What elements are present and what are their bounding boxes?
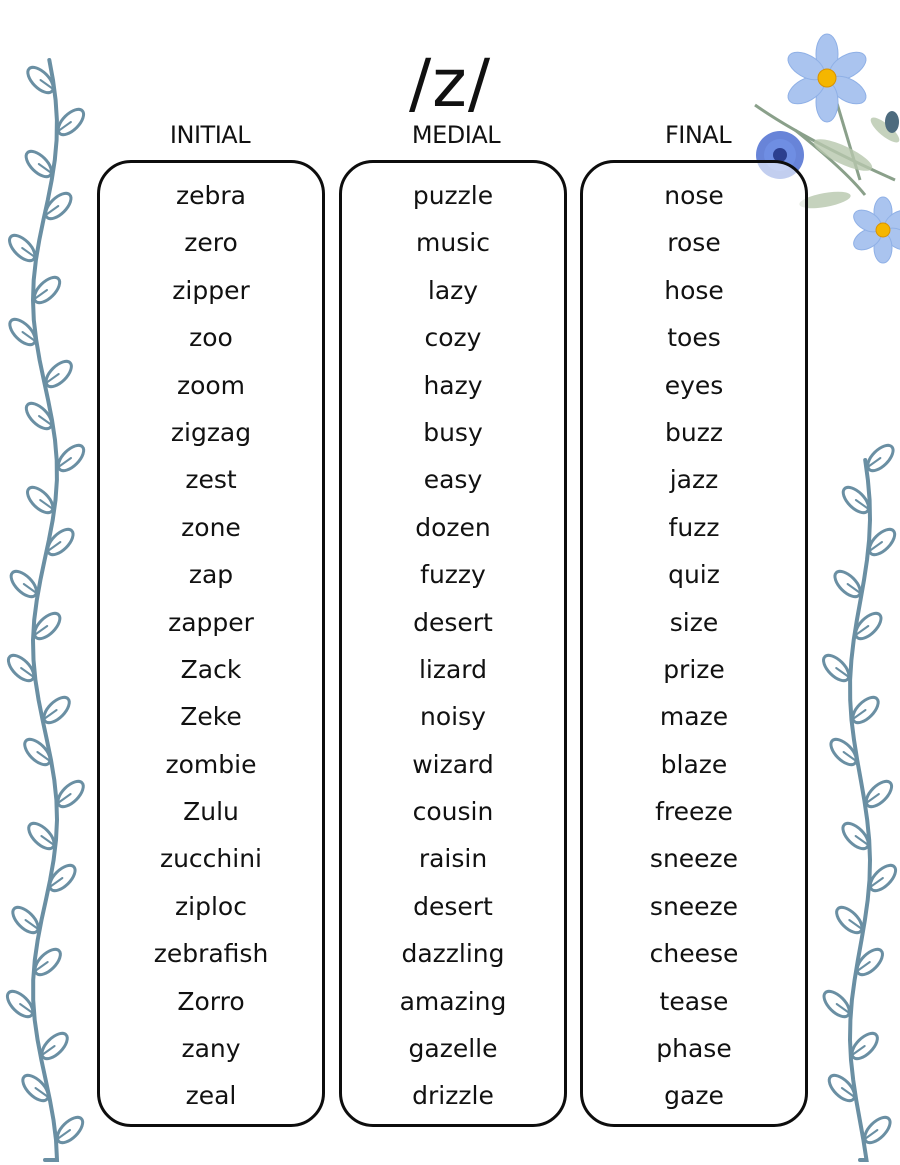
word-item: easy — [423, 465, 483, 495]
medial-word-list — [342, 175, 564, 1123]
word-item: zero — [184, 228, 238, 258]
word-item: puzzle — [412, 181, 494, 210]
word-item: gaze — [664, 1081, 724, 1111]
word-item: ziploc — [175, 891, 247, 921]
column-header-final: FINAL — [664, 121, 732, 149]
word-item: zoo — [189, 323, 233, 353]
word-item: zoom — [176, 370, 246, 400]
word-item: zany — [181, 1034, 241, 1064]
word-item: dazzling — [401, 939, 505, 969]
column-header-initial: INITIAL — [169, 121, 251, 149]
word-item: zipper — [172, 275, 250, 305]
initial-word-box — [97, 160, 325, 1127]
word-item: zeal — [185, 1081, 237, 1111]
word-item: lizard — [418, 654, 488, 684]
word-item: quiz — [668, 560, 720, 590]
word-item: noisy — [420, 702, 486, 732]
word-item: drizzle — [412, 1081, 494, 1111]
word-item: Zorro — [177, 986, 245, 1016]
word-item: zebra — [176, 181, 246, 210]
word-item: toes — [667, 323, 721, 353]
word-item: size — [669, 607, 719, 637]
word-item: buzz — [665, 417, 723, 447]
word-item: amazing — [399, 986, 507, 1016]
word-item: cousin — [412, 797, 494, 827]
word-item: prize — [663, 654, 725, 684]
word-item: sneeze — [649, 844, 739, 874]
word-item: desert — [413, 607, 493, 637]
word-item: zigzag — [170, 417, 252, 447]
word-item: music — [416, 228, 490, 258]
page-title: /z/ — [408, 45, 492, 122]
word-item: sneeze — [649, 891, 739, 921]
word-item: fuzzy — [420, 560, 486, 590]
word-item: zest — [185, 465, 237, 495]
word-item: freeze — [655, 797, 733, 827]
medial-word-box — [339, 160, 567, 1127]
word-item: dozen — [415, 512, 491, 542]
word-item: Zeke — [180, 702, 242, 732]
word-item: Zack — [180, 654, 242, 684]
word-item: cozy — [424, 323, 482, 353]
word-item: jazz — [669, 465, 719, 495]
word-item: eyes — [664, 370, 724, 400]
word-item: zucchini — [159, 844, 263, 874]
word-item: zapper — [168, 607, 254, 637]
word-item: phase — [656, 1034, 732, 1064]
small-daisy-icon — [850, 197, 900, 263]
word-item: fuzz — [668, 512, 720, 542]
right-vine-decoration — [815, 430, 900, 1165]
word-item: desert — [413, 891, 493, 921]
word-item: rose — [667, 228, 721, 258]
word-item: zone — [181, 512, 241, 542]
column-header-medial: MEDIAL — [411, 121, 501, 149]
word-item: zebrafish — [153, 939, 269, 969]
word-item: busy — [423, 417, 483, 447]
word-item: tease — [659, 986, 729, 1016]
word-item: gazelle — [408, 1034, 498, 1064]
initial-word-list — [100, 175, 322, 1123]
final-word-list — [583, 175, 805, 1123]
word-item: maze — [659, 702, 729, 732]
word-item: raisin — [418, 844, 488, 874]
word-item: wizard — [412, 749, 494, 779]
word-item: nose — [664, 181, 724, 210]
word-item: zap — [188, 560, 234, 590]
word-item: lazy — [427, 275, 479, 305]
word-item: blaze — [660, 749, 728, 779]
word-item: Zulu — [183, 797, 239, 827]
left-vine-decoration — [0, 40, 95, 1165]
word-item: hazy — [423, 370, 483, 400]
word-item: cheese — [649, 939, 739, 969]
final-word-box — [580, 160, 808, 1127]
word-item: hose — [664, 275, 724, 305]
word-item: zombie — [165, 749, 257, 779]
